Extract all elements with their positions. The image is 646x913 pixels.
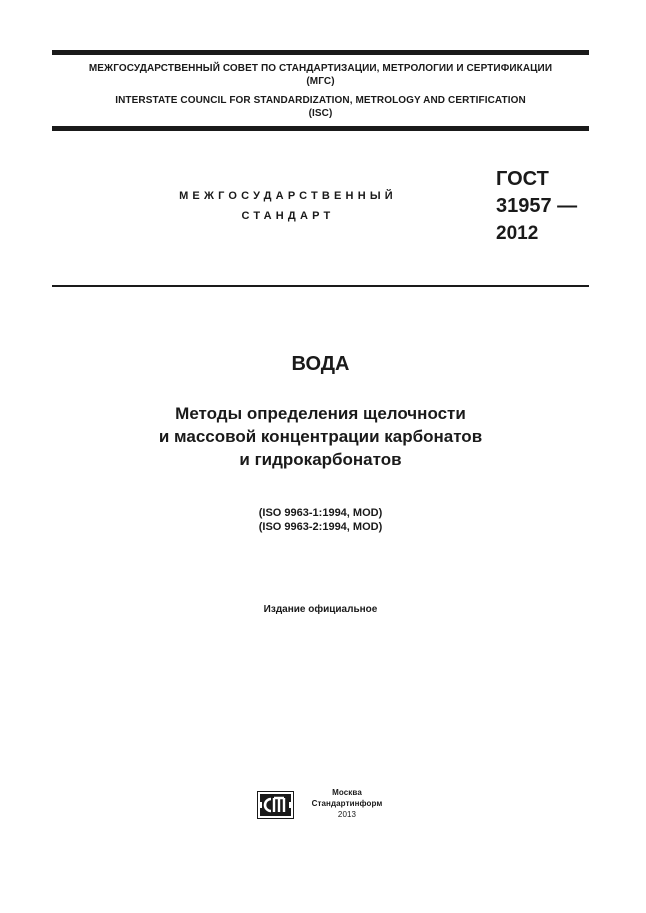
designation-rule <box>52 285 589 287</box>
subtitle-line3: и гидрокарбонатов <box>239 450 402 469</box>
council-en: INTERSTATE COUNCIL FOR STANDARDIZATION, METROLOGY AND CERTIFICATION <box>115 95 526 106</box>
subtitle-line1: Методы определения щелочности <box>175 404 466 423</box>
gost-prefix: ГОСТ <box>496 168 549 190</box>
publisher-city: Москва <box>332 788 362 797</box>
kind-line1: МЕЖГОСУДАРСТВЕННЫЙ <box>179 190 397 202</box>
document-subtitle <box>52 402 589 471</box>
subtitle-line2: и массовой концентрации карбонатов <box>158 427 483 446</box>
iso-ref1: (ISO 9963-1:1994, MOD) <box>258 507 383 519</box>
document-title: ВОДА <box>291 353 350 375</box>
header-bottom-rule <box>52 126 589 131</box>
gost-number: 31957 — <box>496 195 578 217</box>
publisher-year: 2013 <box>337 810 357 819</box>
iso-ref2: (ISO 9963-2:1994, MOD) <box>258 521 383 533</box>
council-ru-abbr: (МГС) <box>306 76 335 87</box>
council-en-abbr: (ISC) <box>308 108 333 119</box>
council-ru: МЕЖГОСУДАРСТВЕННЫЙ СОВЕТ ПО СТАНДАРТИЗАЦИИ, МЕТРОЛОГИИ И СЕРТИФИКАЦИИ <box>88 63 553 74</box>
standard-kind <box>118 186 458 226</box>
council-header <box>52 62 589 120</box>
gost-designation <box>496 166 577 247</box>
kind-line2: СТАНДАРТ <box>241 210 335 222</box>
gost-year: 2012 <box>496 223 539 244</box>
edition-note: Издание официальное <box>263 604 378 615</box>
publisher-block <box>303 787 391 820</box>
top-rule <box>52 50 589 55</box>
iso-references <box>52 506 589 534</box>
standartinform-logo-icon <box>257 791 294 819</box>
publisher-name: Стандартинформ <box>311 799 383 808</box>
